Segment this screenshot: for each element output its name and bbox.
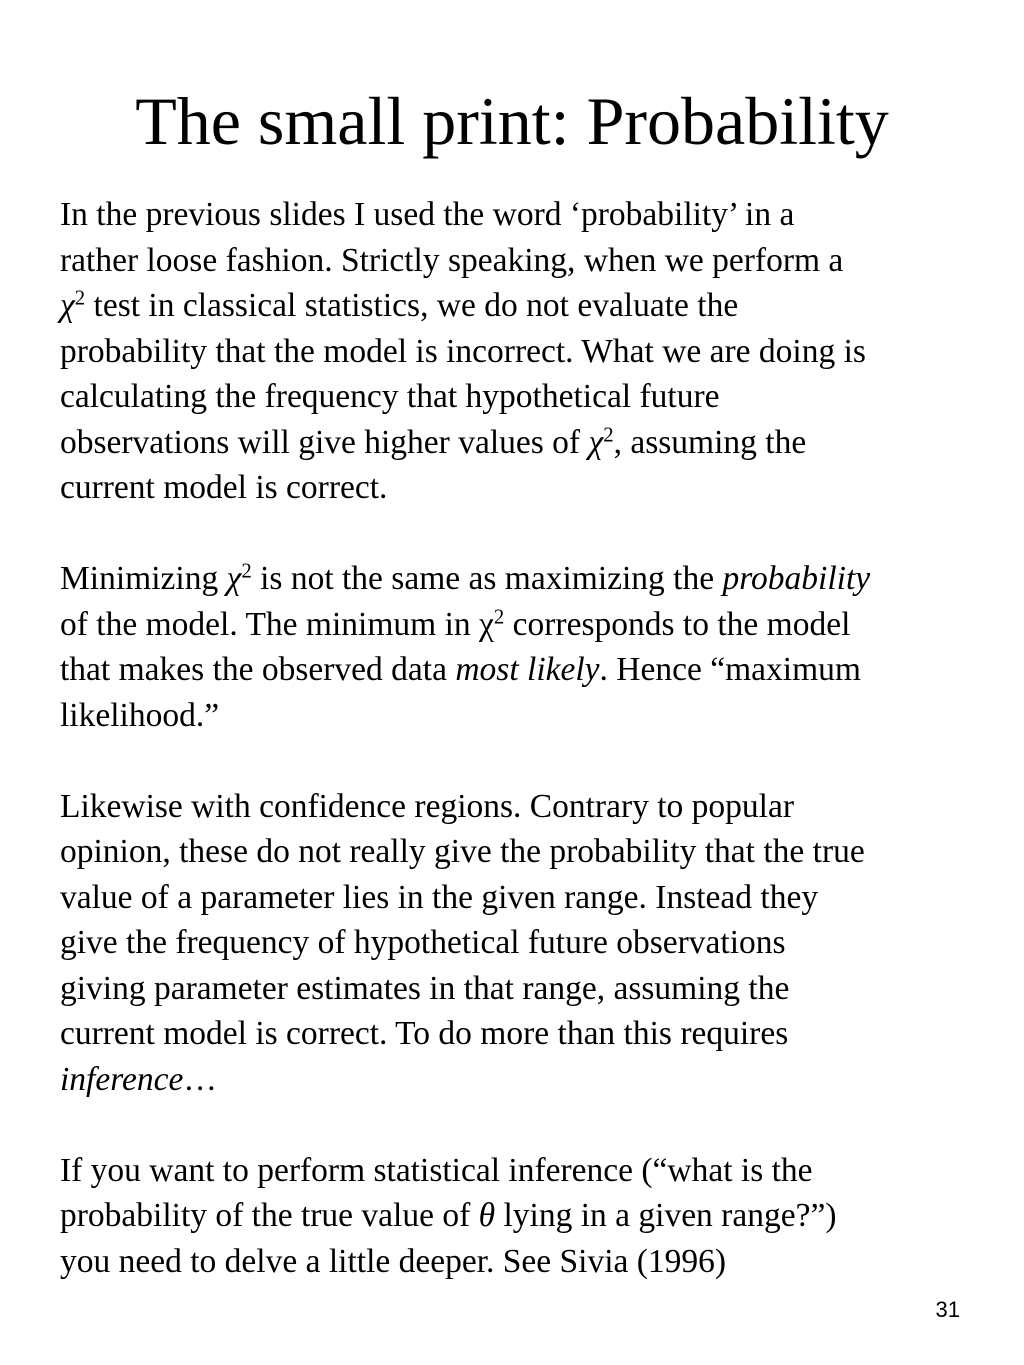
text-run: In the previous slides I used the word ‘probability’ in a xyxy=(60,196,795,233)
text-run: corresponds to the model xyxy=(504,605,851,643)
text-run: current model is correct. To do more than this requires xyxy=(60,1015,789,1052)
text-line xyxy=(60,647,990,693)
text-line xyxy=(60,374,990,420)
paragraph xyxy=(60,192,990,511)
text-run: current model is correct. xyxy=(60,469,388,506)
text-line xyxy=(60,920,990,966)
text-line xyxy=(60,829,990,875)
text-line xyxy=(60,966,990,1012)
text-run: If you want to perform statistical inference (“what is the xyxy=(60,1151,813,1189)
text-run: rather loose fashion. Strictly speaking, when we perform a xyxy=(60,241,844,279)
text-run: you need to delve a little deeper. See Sivia (1996) xyxy=(60,1242,727,1280)
italic-text: probability xyxy=(722,560,871,597)
text-run: is not the same as maximizing the xyxy=(251,560,723,597)
text-run: , assuming the xyxy=(613,423,807,461)
text-run: probability that the model is incorrect. What we are doing is xyxy=(60,332,866,370)
text-run: calculating the frequency that hypothetical future xyxy=(60,378,720,415)
text-line xyxy=(60,465,990,511)
text-run: give the frequency of hypothetical future observations xyxy=(60,924,786,961)
text-line xyxy=(60,1193,990,1239)
italic-text: inference xyxy=(60,1060,184,1098)
text-line xyxy=(60,420,990,466)
text-line xyxy=(60,1057,990,1103)
italic-text: most likely xyxy=(455,651,600,688)
text-run: of the model. The minimum in χ xyxy=(60,605,494,643)
text-run: likelihood.” xyxy=(60,696,220,734)
superscript: 2 xyxy=(241,559,252,583)
text-run: opinion, these do not really give the probability that the true xyxy=(60,833,865,870)
text-line xyxy=(60,1148,990,1194)
paragraph xyxy=(60,1148,990,1285)
text-line xyxy=(60,784,990,830)
text-run: value of a parameter lies in the given range. Instead they xyxy=(60,878,819,916)
italic-text: χ xyxy=(588,423,604,461)
text-run: … xyxy=(183,1060,217,1098)
text-line xyxy=(60,602,990,648)
paragraph xyxy=(60,784,990,1103)
italic-text: χ xyxy=(226,560,242,597)
text-line xyxy=(60,556,990,602)
superscript: 2 xyxy=(74,286,86,310)
text-run: Likewise with confidence regions. Contrary to popular xyxy=(60,787,795,825)
paragraph xyxy=(60,556,990,738)
superscript: 2 xyxy=(493,605,505,629)
page-number: 31 xyxy=(935,1297,960,1322)
text-line xyxy=(60,693,990,739)
italic-text: χ xyxy=(60,287,75,324)
text-run: Minimizing xyxy=(60,560,227,597)
text-line xyxy=(60,283,990,329)
text-run: lying in a given range?”) xyxy=(495,1197,837,1234)
text-line xyxy=(60,875,990,921)
text-line xyxy=(60,329,990,375)
text-line xyxy=(60,192,990,238)
text-line xyxy=(60,1011,990,1057)
superscript: 2 xyxy=(603,423,614,447)
text-run: test in classical statistics, we do not evaluate the xyxy=(85,287,739,324)
text-line xyxy=(60,238,990,284)
text-run: probability of the true value of xyxy=(60,1197,479,1234)
text-run: giving parameter estimates in that range, assuming the xyxy=(60,969,790,1007)
text-run: observations will give higher values of xyxy=(60,423,589,461)
slide-body xyxy=(60,192,990,1284)
text-run: that makes the observed data xyxy=(60,651,456,688)
italic-text: θ xyxy=(478,1197,496,1234)
slide-title: The small print: Probability xyxy=(135,83,889,159)
text-run: . Hence “maximum xyxy=(599,651,861,688)
text-line xyxy=(60,1239,990,1285)
